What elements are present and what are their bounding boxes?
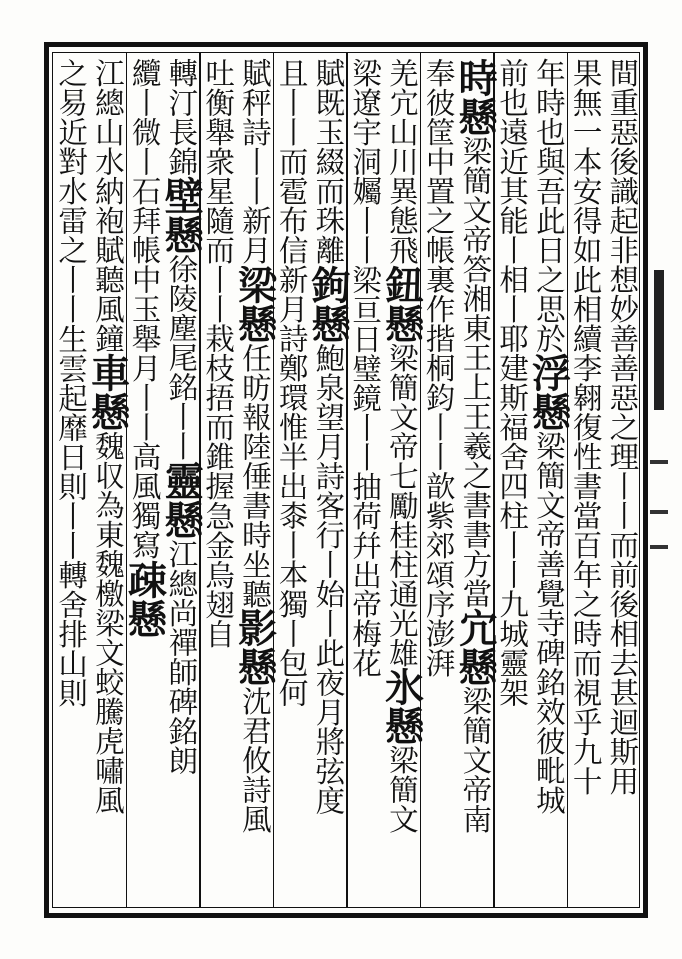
headword: 宂懸 [452,608,499,686]
text-run: 年時也與吾此日之思於 [531,58,566,353]
text-run: 石拜帳中玉舉 [127,176,162,353]
text-run: 賦既玉綴而珠離 [311,58,346,265]
text-run: 江總尚禪師碑銘朗 [164,538,199,775]
text-column [46,58,94,903]
text-run: 梁亘日璧鏡丨丨抽荷幷出 [348,264,383,589]
text-run: 鮑泉望月詩客行丨始丨此夜月將弦度 [311,342,346,815]
headword: 梁懸 [231,264,278,343]
text-run: 梁簡文帝七勵桂柱通光雄 [384,342,419,667]
text-run: 轉汀長錦 [164,58,199,176]
text-run: 徐陵塵尾銘丨丨 [164,254,199,461]
text-run: 信新月詩鄭環惟半出桼丨本獨丨包何 [274,235,309,707]
text-run: 纜丨微丨 [127,58,162,176]
text-run: 月丨丨高風獨寫 [127,353,162,560]
text-run: 梁簡文帝善覺寺碑銘效彼毗城 [531,431,566,815]
text-run: 羌宂山川異態飛 [384,58,419,265]
text-run: 之易近對水雷之丨丨 [54,58,89,324]
edge-tick [650,510,668,514]
headword: 壁懸 [158,176,205,254]
text-run: 任昉報陸倕書時坐聽 [237,342,272,608]
text-run: 且丨丨而雹布 [274,58,309,235]
text-run: 賦秤詩丨丨新月 [237,58,272,265]
text-run: 梁簡文 [384,745,419,834]
text-run: 間重惡後識起非想妙善善惡之理丨丨而前後相去甚迴斯用 [605,58,640,796]
edge-tick [650,545,668,549]
headword: 影懸 [231,608,278,686]
text-run: 前也遠近其能丨相丨耶 [495,58,530,353]
edge-tick [650,460,668,464]
headword: 氷懸 [378,667,425,745]
headword: 鉤懸 [305,264,352,343]
headword: 鈕懸 [378,264,425,343]
headword: 車懸 [84,353,131,431]
text-run: 帝梅花 [348,589,383,678]
text-run: 建斯福舍四柱丨丨九城靈架 [495,353,530,707]
text-run: 吐衡舉衆星隨 [201,58,236,235]
text-run: 果無一本安得如此相續李翱復性書當百年之時而視乎九十 [568,58,603,796]
text-run: 生雲起靡日則丨丨轉舍排山則 [54,323,89,707]
text-run: 而丨丨栽枝捂而錐握 [201,235,236,501]
text-run: 沈君攸詩風 [237,686,272,834]
text-run: 郊頌序澎湃 [421,530,456,678]
headword: 靈懸 [158,460,205,539]
text-run: 江總山水納袍賦聽風鐘 [90,58,125,353]
page-edge-mark [650,40,672,920]
text-run: 梁簡文帝答湘東王上王羲之書書方當 [458,136,493,608]
edge-bar [654,270,664,410]
text-run: 急金烏翅自 [201,500,236,648]
headword: 時懸 [452,58,499,136]
headword: 浮懸 [525,353,572,431]
text-run: 梁遼宇洞孎丨丨 [348,58,383,265]
text-run: 魏収為東魏檄梁文蛟騰虎嘯風 [90,431,125,815]
text-run: 奉彼筐中置之帳裏作揩桐鈞丨丨歆紫 [421,58,456,530]
text-run: 梁簡文帝南 [458,686,493,834]
headword: 疎懸 [121,559,168,638]
